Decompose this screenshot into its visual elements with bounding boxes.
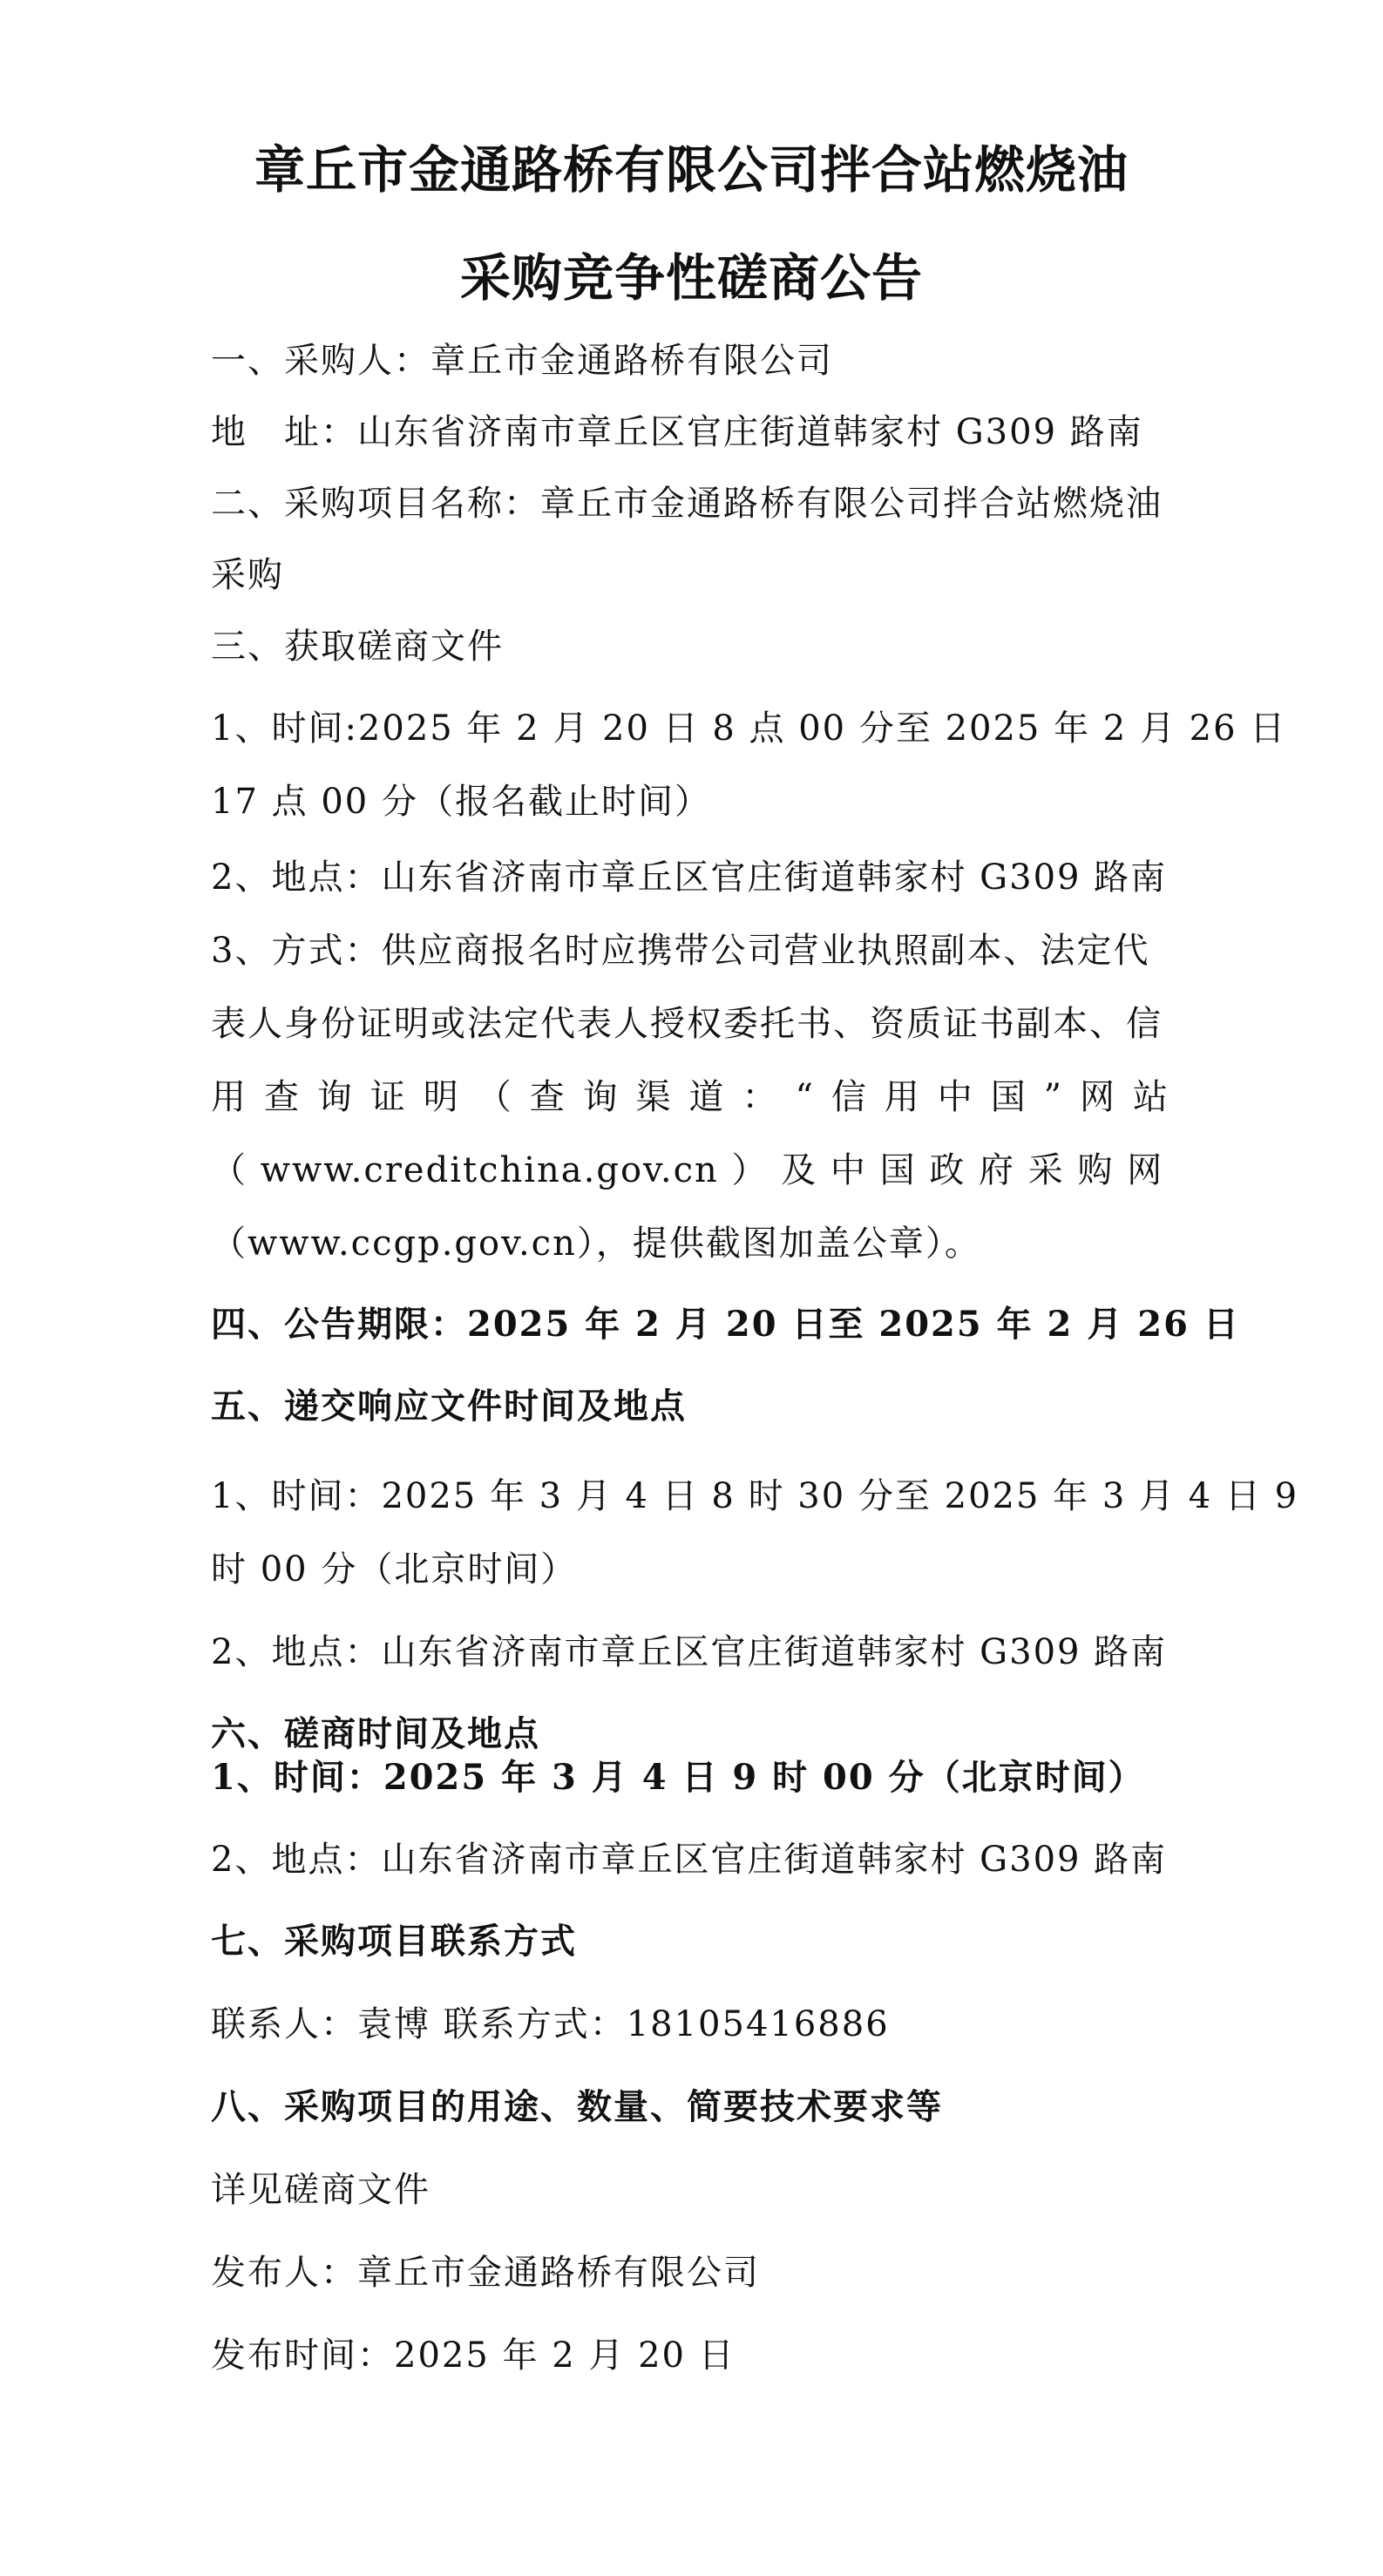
see-negotiation-documents: 详见磋商文件 bbox=[211, 2170, 430, 2210]
section-6-heading: 六、磋商时间及地点 bbox=[211, 1713, 540, 1754]
document-title-line-2: 采购竞争性磋商公告 bbox=[459, 248, 923, 308]
obtain-method-line-1: 3、方式：供应商报名时应携带公司营业执照副本、法定代 bbox=[211, 931, 1150, 971]
section-5-heading: 五、递交响应文件时间及地点 bbox=[211, 1386, 687, 1427]
submit-time-line-1: 1、时间：2025 年 3 月 4 日 8 时 30 分至 2025 年 3 月 4 日 9 bbox=[211, 1476, 1299, 1516]
section-3-heading: 三、获取磋商文件 bbox=[211, 627, 504, 667]
section-1-purchaser: 一、采购人：章丘市金通路桥有限公司 bbox=[211, 341, 833, 381]
section-2-project-name: 二、采购项目名称：章丘市金通路桥有限公司拌合站燃烧油 bbox=[211, 484, 1163, 524]
contact-info: 联系人：袁博 联系方式：18105416886 bbox=[211, 2004, 890, 2044]
project-name-continued: 采购 bbox=[211, 555, 284, 595]
document-title-line-1: 章丘市金通路桥有限公司拌合站燃烧油 bbox=[254, 140, 1129, 200]
section-7-heading: 七、采购项目联系方式 bbox=[211, 1921, 577, 1962]
submit-location: 2、地点：山东省济南市章丘区官庄街道韩家村 G309 路南 bbox=[211, 1632, 1168, 1672]
section-4-announcement-period: 四、公告期限：2025 年 2 月 20 日至 2025 年 2 月 26 日 bbox=[211, 1304, 1240, 1345]
submit-time-line-2: 时 00 分（北京时间） bbox=[211, 1549, 578, 1590]
obtain-method-line-5: （www.ccgp.gov.cn），提供截图加盖公章）。 bbox=[211, 1224, 981, 1264]
publish-date: 发布时间：2025 年 2 月 20 日 bbox=[211, 2335, 736, 2376]
section-8-heading: 八、采购项目的用途、数量、简要技术要求等 bbox=[211, 2086, 943, 2127]
obtain-method-line-2: 表人身份证明或法定代表人授权委托书、资质证书副本、信 bbox=[211, 1004, 1163, 1044]
publisher: 发布人：章丘市金通路桥有限公司 bbox=[211, 2253, 760, 2293]
negotiation-location: 2、地点：山东省济南市章丘区官庄街道韩家村 G309 路南 bbox=[211, 1840, 1168, 1880]
obtain-method-line-3: 用查询证明（查询渠道：“信用中国”网站 bbox=[211, 1077, 1169, 1117]
purchaser-address: 地 址：山东省济南市章丘区官庄街道韩家村 G309 路南 bbox=[211, 412, 1143, 452]
negotiation-time: 1、时间：2025 年 3 月 4 日 9 时 00 分（北京时间） bbox=[211, 1757, 1145, 1798]
obtain-time-line-2: 17 点 00 分（报名截止时间） bbox=[211, 782, 711, 822]
obtain-location: 2、地点：山东省济南市章丘区官庄街道韩家村 G309 路南 bbox=[211, 858, 1168, 898]
obtain-time-line-1: 1、时间:2025 年 2 月 20 日 8 点 00 分至 2025 年 2 月 26 日 bbox=[211, 708, 1287, 749]
obtain-method-line-4: （ www.creditchina.gov.cn ） 及 中 国 政 府 采 购 网 bbox=[211, 1150, 1164, 1190]
